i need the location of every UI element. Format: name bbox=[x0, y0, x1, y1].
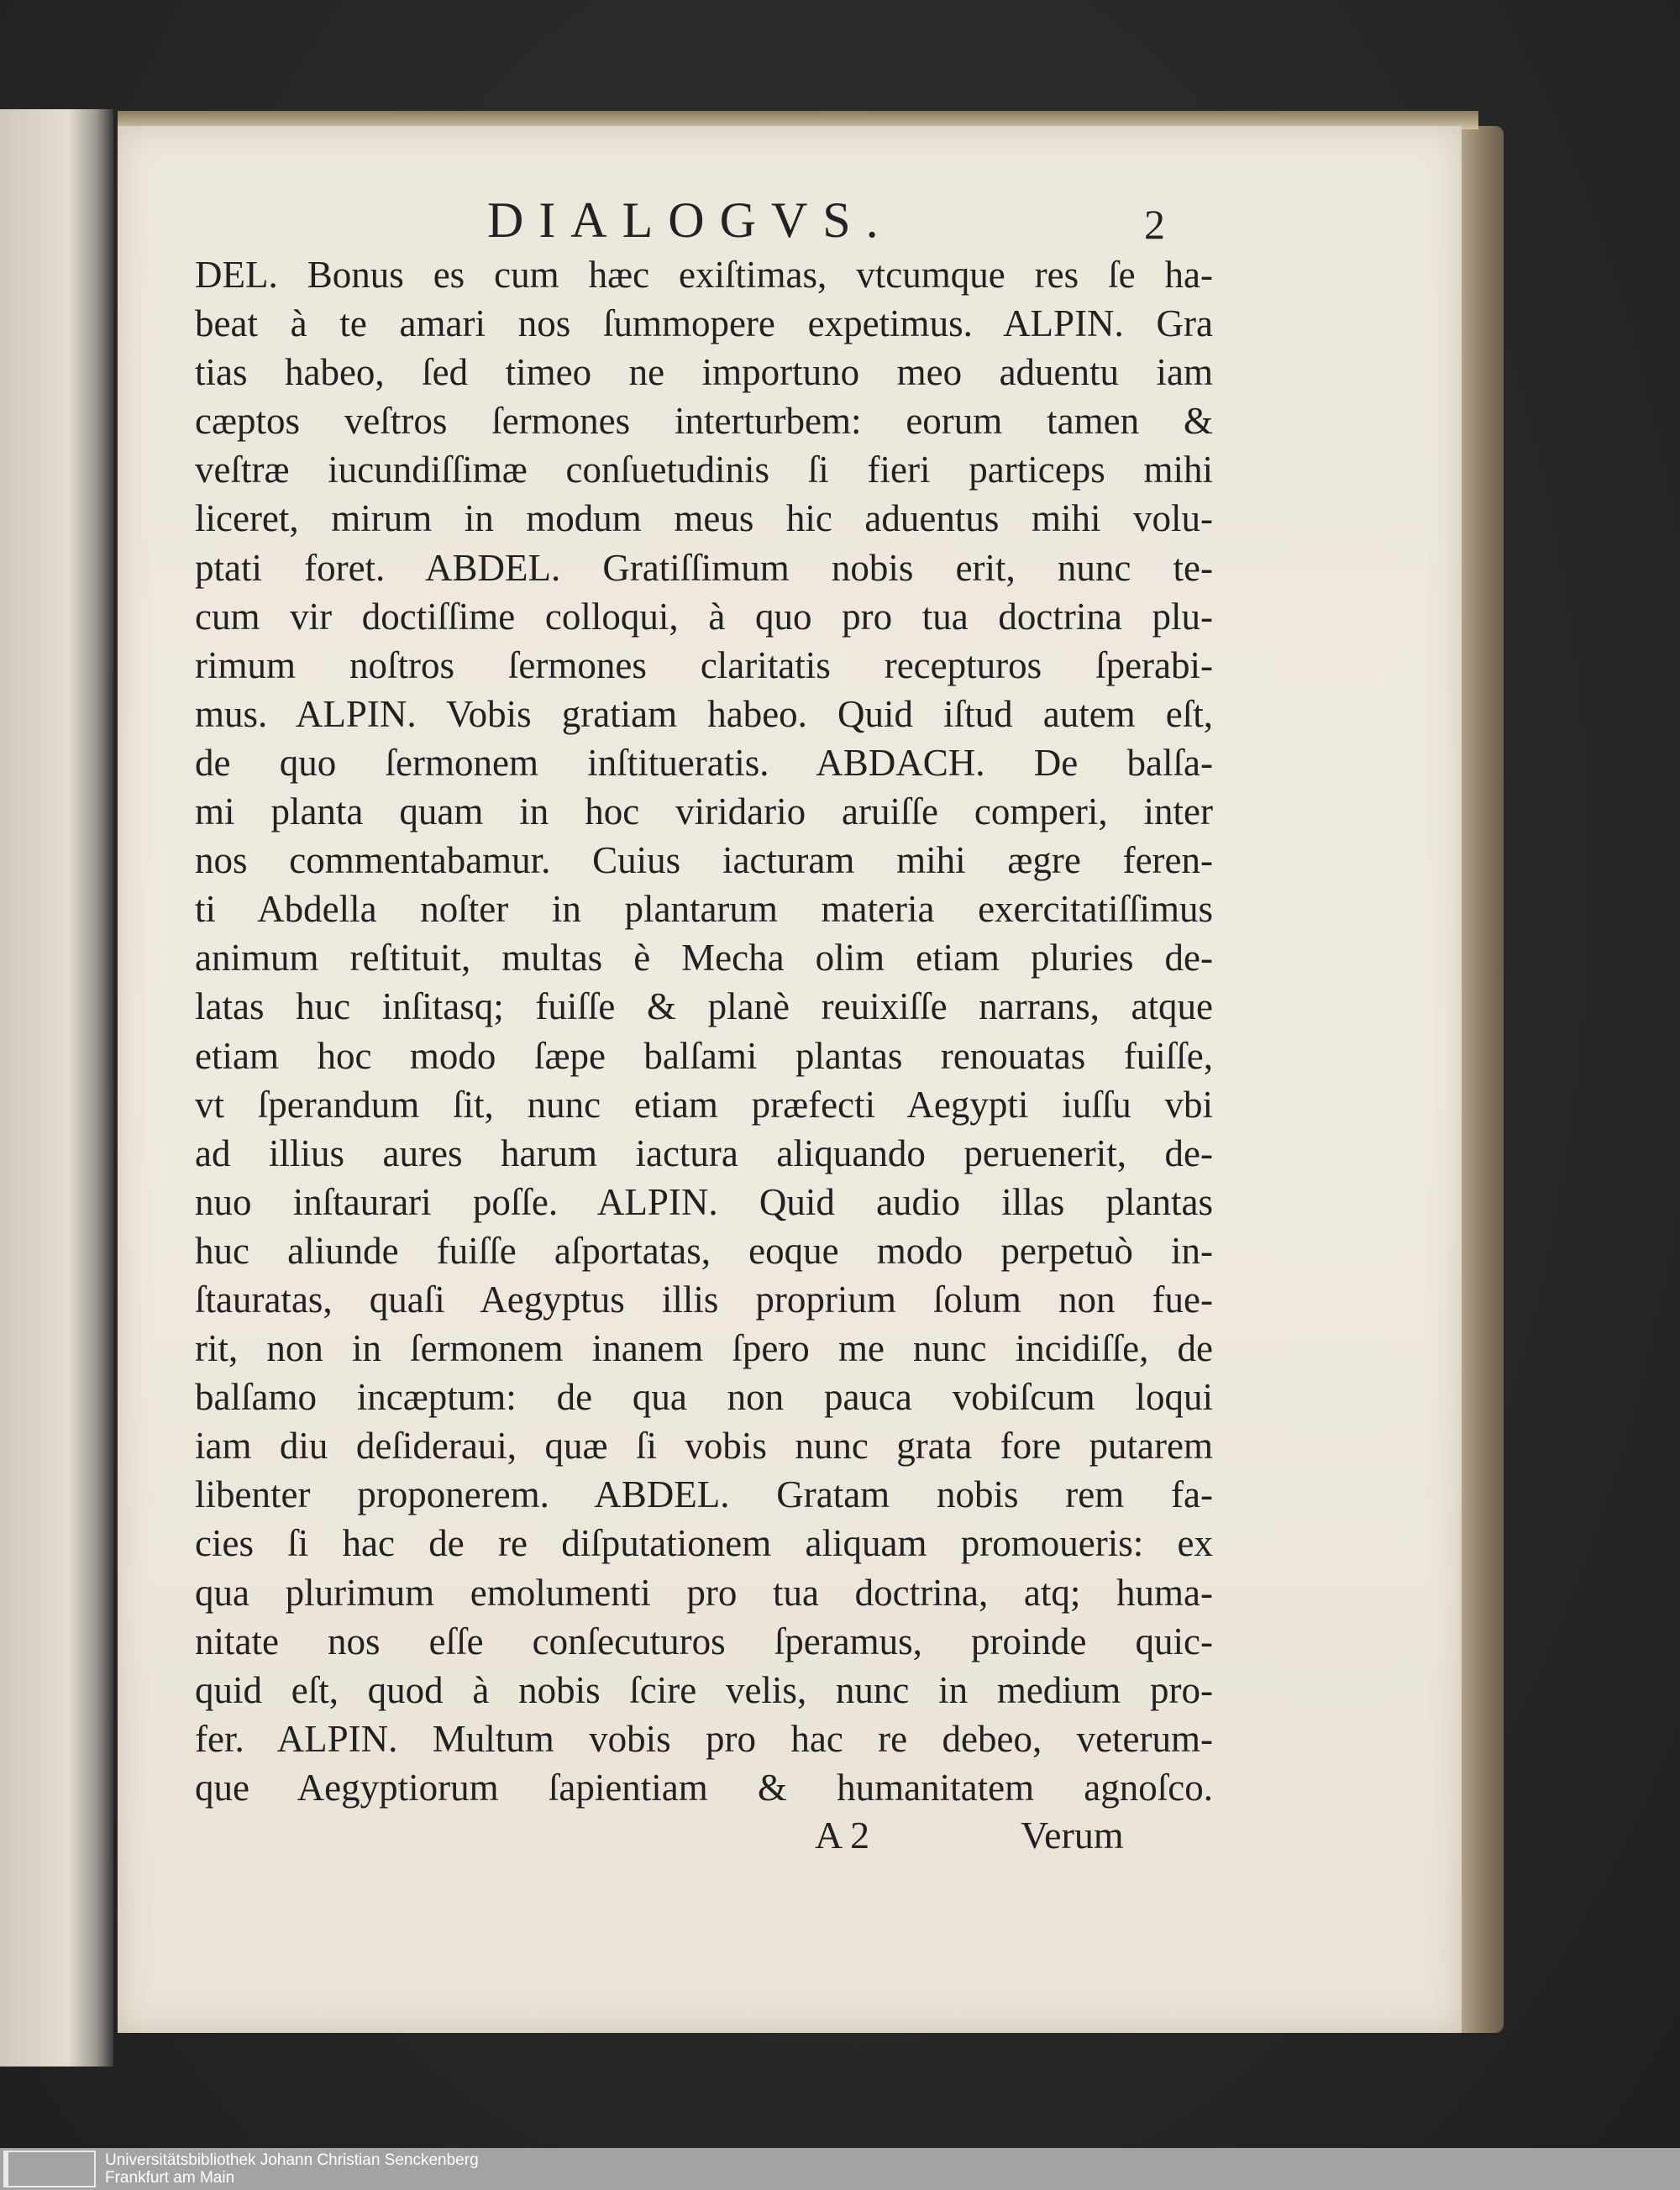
catchword: Verum bbox=[1021, 1814, 1124, 1857]
text-line: balſamo incæptum: de qua non pauca vobiſcum loqui bbox=[195, 1376, 1213, 1419]
institution-city: Frankfurt am Main bbox=[105, 2169, 235, 2187]
signature-mark: A 2 bbox=[815, 1814, 870, 1857]
running-head: DIALOGVS. bbox=[487, 192, 894, 248]
text-line: tias habeo, ſed timeo ne importuno meo aduentu iam bbox=[195, 351, 1213, 394]
text-line: cæptos veſtros ſermones interturbem: eorum tamen & bbox=[195, 400, 1213, 443]
text-line: nuo inſtaurari poſſe. ALPIN. Quid audio illas plantas bbox=[195, 1180, 1213, 1223]
body-text bbox=[195, 250, 1213, 1812]
text-line: etiam hoc modo ſæpe balſami plantas renouatas fuiſſe, bbox=[195, 1034, 1213, 1077]
text-line: latas huc inſitasq; fuiſſe & planè reuixiſſe narrans, atque bbox=[195, 985, 1213, 1028]
text-line: liceret, mirum in modum meus hic aduentus mihi volu- bbox=[195, 497, 1213, 540]
text-line: nitate nos eſſe conſecuturos ſperamus, proinde quic- bbox=[195, 1620, 1213, 1662]
text-line: cies ſi hac de re diſputationem aliquam promoueris: ex bbox=[195, 1522, 1213, 1565]
text-line: cum vir doctiſſime colloqui, à quo pro tua doctrina plu- bbox=[195, 595, 1213, 638]
text-line: libenter proponerem. ABDEL. Gratam nobis rem fa- bbox=[195, 1473, 1213, 1516]
text-line: nos commentabamur. Cuius iacturam mihi ægre feren- bbox=[195, 839, 1213, 882]
text-line: iam diu deſideraui, quæ ſi vobis nunc grata fore putarem bbox=[195, 1425, 1213, 1468]
text-line: huc aliunde fuiſſe aſportatas, eoque modo perpetuò in- bbox=[195, 1229, 1213, 1272]
text-line: vt ſperandum ſit, nunc etiam præfecti Aegypti iuſſu vbi bbox=[195, 1083, 1213, 1126]
footer-text bbox=[105, 2151, 479, 2187]
text-line: de quo ſermonem inſtitueratis. ABDACH. De balſa- bbox=[195, 741, 1213, 784]
facing-page-edge bbox=[0, 109, 113, 2067]
text-line: ſtauratas, quaſi Aegyptus illis proprium ſolum non fue- bbox=[195, 1278, 1213, 1321]
text-line: quid eſt, quod à nobis ſcire velis, nunc in medium pro- bbox=[195, 1668, 1213, 1711]
text-line: mi planta quam in hoc viridario aruiſſe comperi, inter bbox=[195, 790, 1213, 833]
text-line: beat à te amari nos ſummopere expetimus. ALPIN. Gra bbox=[195, 302, 1213, 345]
text-line: rimum noſtros ſermones claritatis recepturos ſperabi- bbox=[195, 643, 1213, 686]
text-line: mus. ALPIN. Vobis gratiam habeo. Quid iſtud autem eſt, bbox=[195, 692, 1213, 735]
text-line: DEL. Bonus es cum hæc exiſtimas, vtcumque res ſe ha- bbox=[195, 254, 1213, 296]
text-line: rit, non in ſermonem inanem ſpero me nunc incidiſſe, de bbox=[195, 1327, 1213, 1370]
text-line: animum reſtituit, multas è Mecha olim etiam pluries de- bbox=[195, 937, 1213, 979]
text-line: ti Abdella noſter in plantarum materia exercitatiſſimus bbox=[195, 888, 1213, 931]
text-line: ptati foret. ABDEL. Gratiſſimum nobis erit, nunc te- bbox=[195, 546, 1213, 589]
text-line: que Aegyptiorum ſapientiam & humanitatem agnoſco. bbox=[195, 1766, 1213, 1809]
text-line: veſtræ iucundiſſimæ conſuetudinis ſi fieri particeps mihi bbox=[195, 449, 1213, 491]
text-line: ad illius aures harum iactura aliquando peruenerit, de- bbox=[195, 1132, 1213, 1174]
text-line: qua plurimum emolumenti pro tua doctrina, atq; huma- bbox=[195, 1571, 1213, 1614]
footer-bar bbox=[0, 2148, 1680, 2190]
institution-name: Universitätsbibliothek Johann Christian Senckenberg bbox=[105, 2151, 479, 2169]
text-line: fer. ALPIN. Multum vobis pro hac re debeo, veterum- bbox=[195, 1717, 1213, 1760]
page-number: 2 bbox=[1144, 201, 1165, 248]
library-logo bbox=[3, 2151, 96, 2187]
